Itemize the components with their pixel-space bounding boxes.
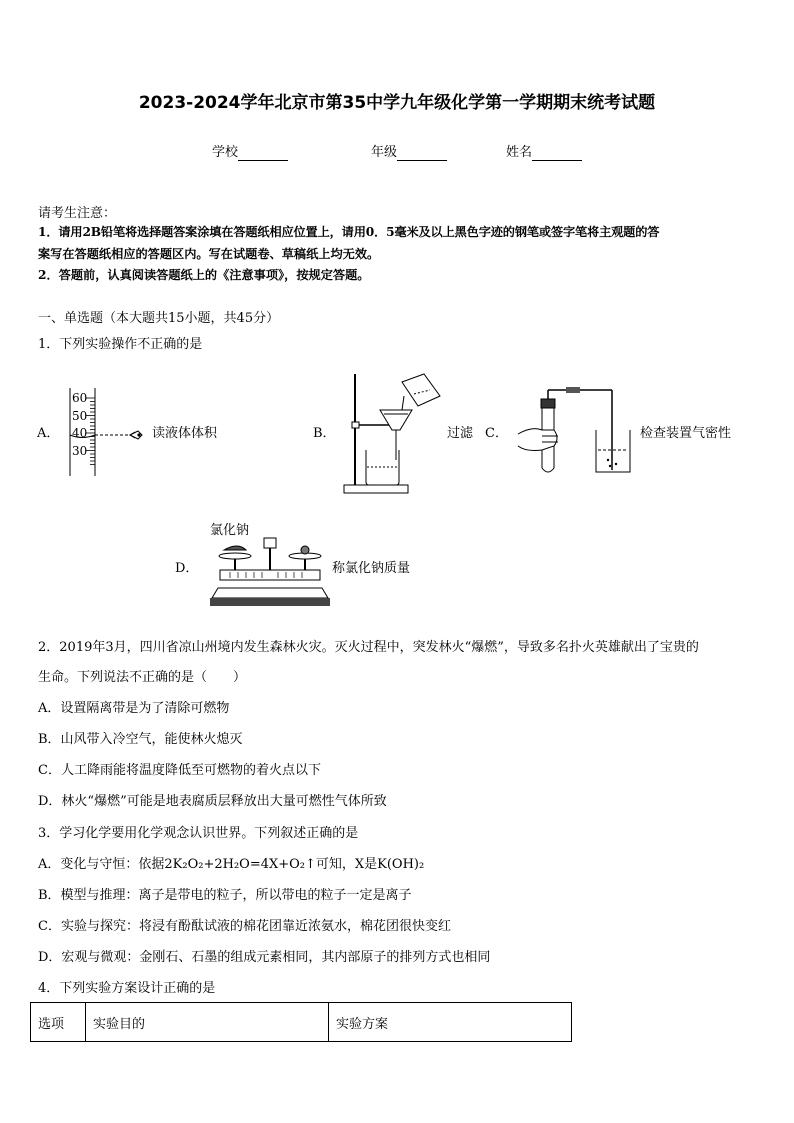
notice-line-1b: 案写在答题纸相应的答题区内。写在试题卷、草稿纸上均无效。	[38, 247, 380, 261]
balance-diagram	[208, 536, 332, 612]
table-header-cell: 实验方案	[329, 1003, 572, 1042]
q4-stem: 4．下列实验方案设计正确的是	[38, 981, 216, 996]
q4-table	[30, 1002, 572, 1042]
notice-line-2: 2．答题前，认真阅读答题纸上的《注意事项》，按规定答题。	[38, 268, 370, 282]
q1-option-d-top-label: 氯化钠	[210, 523, 250, 538]
section-heading: 一、单选题（本大题共15小题，共45分）	[38, 311, 280, 326]
q1-option-c-caption: 检查装置气密性	[640, 426, 732, 441]
tick-label: 40	[72, 426, 88, 440]
table-header-cell: 实验目的	[86, 1003, 329, 1042]
table-header-cell: 选项	[31, 1003, 86, 1042]
airtightness-check-diagram	[512, 386, 642, 480]
q2-option-b: B．山风带入冷空气，能使林火熄灭	[38, 732, 243, 747]
table-header-row	[31, 1003, 572, 1042]
q1-option-b-letter: B．	[313, 426, 336, 441]
notice-line-1: 1．请用2B铅笔将选择题答案涂填在答题纸相应位置上，请用0．5毫米及以上黑色字迹的钢笔或签字笔将主观题的答	[38, 225, 660, 239]
tick-label: 30	[72, 443, 88, 458]
tick-label: 60	[72, 391, 88, 405]
name-field: 姓名	[506, 141, 582, 161]
q3-option-d: D．宏观与微观：金刚石、石墨的组成元素相同，其内部原子的排列方式也相同	[38, 950, 491, 965]
q1-option-a-caption: 读液体体积	[152, 426, 218, 441]
q1-option-a-letter: A．	[37, 426, 60, 441]
q2-option-d: D．林火“爆燃”可能是地表腐质层释放出大量可燃性气体所致	[38, 794, 387, 809]
tick-label: 50	[72, 408, 88, 423]
q2-option-a: A．设置隔离带是为了清除可燃物	[38, 701, 230, 716]
filtration-apparatus-diagram	[340, 372, 445, 496]
q1-option-d-caption: 称氯化钠质量	[332, 561, 411, 576]
q3-option-a: A．变化与守恒：依据2K₂O₂+2H₂O=4X+O₂↑可知，X是K(OH)₂	[38, 857, 425, 872]
q1-option-c-letter: C．	[485, 426, 508, 441]
q1-option-d-letter: D．	[175, 561, 199, 576]
q1-option-b-caption: 过滤	[447, 426, 474, 441]
q3-option-b: B．模型与推理：离子是带电的粒子，所以带电的粒子一定是离子	[38, 888, 412, 903]
q2-stem-line-1: 2．2019年3月，四川省凉山州境内发生森林火灾。灭火过程中，突发林火“爆燃”，导致多名扑火英雄献出了宝贵的	[38, 640, 699, 655]
exam-title: 2023-2024学年北京市第35中学九年级化学第一学期期末统考试题	[138, 93, 656, 113]
grade-field: 年级	[371, 141, 447, 161]
q2-stem-line-2: 生命。下列说法不正确的是（ ）	[38, 670, 247, 685]
cylinder-scale-labels	[72, 390, 87, 460]
notice-heading: 请考生注意：	[38, 206, 117, 221]
q3-stem: 3．学习化学要用化学观念认识世界。下列叙述正确的是	[38, 826, 359, 841]
school-field: 学校	[212, 141, 288, 161]
q3-option-c: C．实验与探究：将浸有酚酞试液的棉花团靠近浓氨水，棉花团很快变红	[38, 919, 451, 934]
q2-option-c: C．人工降雨能将温度降低至可燃物的着火点以下	[38, 763, 321, 778]
q1-stem: 1．下列实验操作不正确的是	[38, 337, 203, 352]
